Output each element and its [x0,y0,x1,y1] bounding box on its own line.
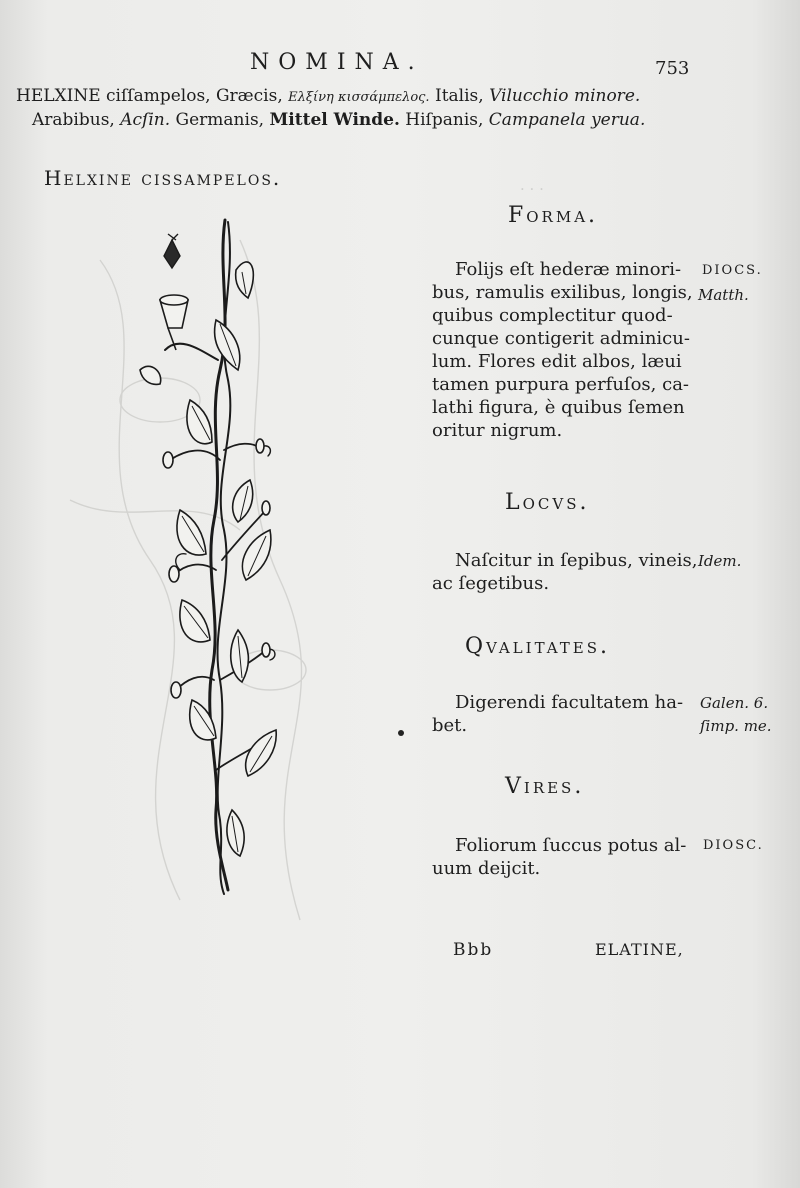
forma-line-5: lum. Flores edit albos, læui [432,351,682,372]
page-number: 753 [655,58,690,79]
qualitates-heading: Qvalitates. [465,634,610,659]
forma-line-7: lathi figura, è quibus ſemen [432,397,685,418]
forma-line-3: quibus complectitur quod- [432,305,673,326]
margin-note-matth: Matth. [698,286,749,304]
vires-line-1: Foliorum ſuccus potus al- [455,835,687,856]
names-prefix: HELXINE ciſſampelos, Græcis, [16,86,283,106]
margin-note-simp: ſimp. me. [700,717,772,735]
names-line-2 [32,110,645,130]
margin-note-galen: Galen. 6. [700,694,769,712]
arabibus-name: Acſin. [120,110,171,130]
margin-note-diocs: DIOCS. [702,263,763,278]
greek-name: Ελξίνη κισσάμπελος. [288,90,430,105]
catchword: ELATINE, [595,940,684,959]
show-through-smudge: · · · [520,180,544,198]
germanis-label: Germanis, [175,110,265,130]
names-line-1 [16,86,640,106]
hispanis-label: Hiſpanis, [405,110,484,130]
arabibus-label: Arabibus, [32,110,115,130]
italis-name: Vilucchio minore. [489,86,641,106]
qualitates-line-2: bet. [432,715,468,736]
forma-line-4: cunque contigerit adminicu- [432,328,690,349]
margin-note-idem: Idem. [698,552,742,570]
forma-line-6: tamen purpura perfuſos, ca- [432,374,690,395]
vires-heading: Vires. [505,774,585,799]
locus-line-2: ac ſegetibus. [432,573,550,594]
vires-line-2: uum deijcit. [432,858,541,879]
signature-mark: Bbb [453,940,494,960]
plant-title: Helxine cissampelos. [44,166,282,190]
plant-woodcut-illustration [120,210,300,900]
germanis-name: Mittel Winde. [269,110,400,130]
margin-dot [398,730,404,736]
locus-line-1: Naſcitur in ſepibus, vineis, [455,550,698,571]
forma-heading: Forma. [508,203,599,228]
margin-note-diosc: DIOSC. [703,838,764,853]
running-title: NOMINA. [250,50,424,75]
forma-line-1: Folijs eſt hederæ minori- [455,259,682,280]
qualitates-line-1: Digerendi facultatem ha- [455,692,684,713]
hispanis-name: Campanela yerua. [488,110,646,130]
forma-line-2: bus, ramulis exilibus, longis, [432,282,693,303]
italis-label: Italis, [434,86,484,106]
forma-line-8: oritur nigrum. [432,420,563,441]
locus-heading: Locvs. [505,490,590,515]
